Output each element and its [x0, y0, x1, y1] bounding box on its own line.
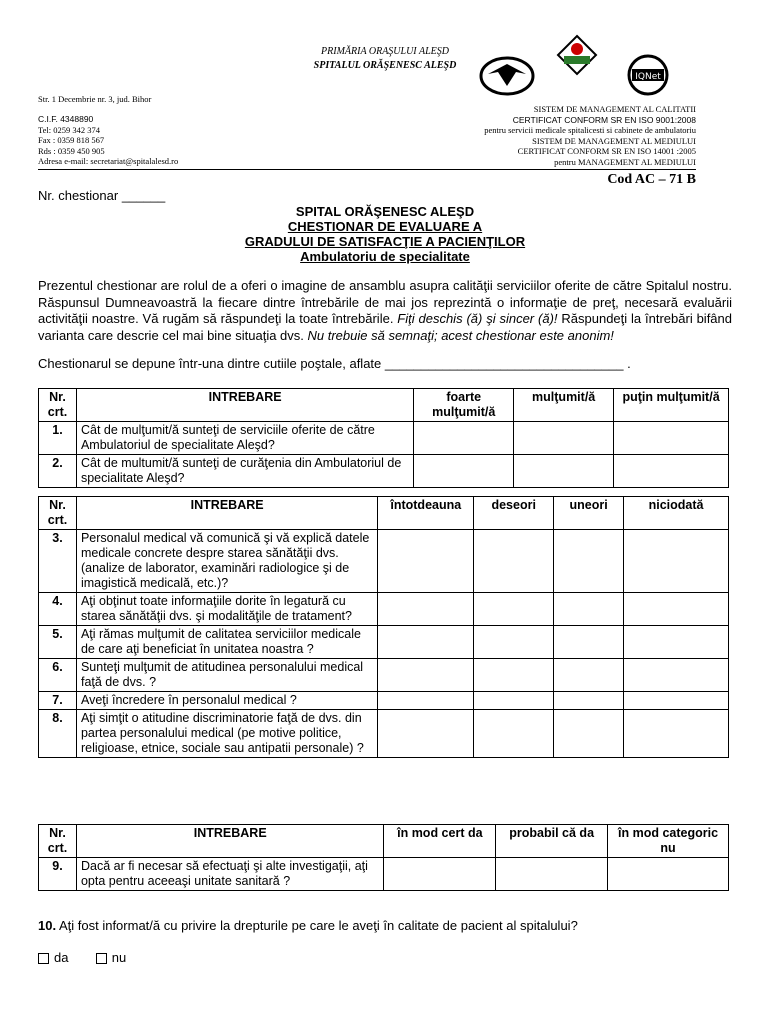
checkbox-da[interactable] [38, 953, 49, 964]
row-nr: 5. [39, 626, 77, 659]
col-sometimes: uneori [554, 497, 624, 530]
table-row [39, 455, 729, 488]
cert-line: CERTIFICAT CONFORM SR EN ISO 9001:2008 [512, 114, 696, 125]
cert-line: pentru MANAGEMENT AL MEDIULUI [554, 156, 696, 167]
header-line2: SPITALUL ORĂŞENESC ALEŞD [313, 60, 457, 71]
option-da-label: da [54, 950, 69, 965]
answer-cell[interactable] [608, 858, 729, 891]
answer-cell[interactable] [414, 422, 514, 455]
answer-cell[interactable] [624, 593, 729, 626]
row-question: Aţi simţit o atitudine discriminatorie faţă de dvs. din partea personalului medical (pe motive politice, religioase, etnice, sociale sau antipatii personale) ? [76, 710, 377, 758]
row-nr: 4. [39, 593, 77, 626]
answer-cell[interactable] [474, 626, 554, 659]
title-hospital: SPITAL ORĂŞENESC ALEŞD [295, 204, 475, 219]
answer-cell[interactable] [624, 692, 729, 710]
contact-block [38, 114, 178, 167]
col-certainly-no: în mod categoric nu [608, 825, 729, 858]
hospital-address: Str. 1 Decembrie nr. 3, jud. Bihor [38, 94, 152, 104]
intro-text: Prezentul chestionar are rolul de a oferi o imagine de ansamblu asupra calităţii serviciilor oferite de către Spitalul nostru. Răspunsul Dumneavoastră la fiecare dintre întrebările de mai jos reprezintă o informaţie de preţ, necesară evaluării activităţii noastre. Vă rugăm să răspundeţi la toate întrebările. [38, 278, 732, 326]
answer-cell[interactable] [474, 659, 554, 692]
rds: Rds : 0359 450 905 [38, 145, 105, 156]
intro-text-cont: Răspundeţi la întrebări bifând varianta care descrie cel mai bine situaţia dvs. [38, 311, 732, 343]
intro-italic-anonymous: Nu trebuie să semnaţi; acest chestionar este anonim! [307, 327, 614, 343]
row-question: Aţi rămas mulţumit de calitatea serviciilor medicale de care aţi beneficiat în unitatea noastra ? [76, 626, 377, 659]
cert-line: SISTEM DE MANAGEMENT AL CALITATII [533, 104, 696, 114]
row-nr: 3. [39, 530, 77, 593]
intro-italic: Fiţi deschis (ă) şi sincer (ă)! [397, 311, 558, 326]
header-rule [38, 169, 696, 170]
option-nu-label: nu [111, 950, 127, 965]
intro-mailbox: Chestionarul se depune într-una dintre cutiile poştale, aflate _________________________________ . [38, 356, 631, 371]
row-nr: 6. [39, 659, 77, 692]
row-question: Personalul medical vă comunică şi vă explică datele medicale concrete despre starea sănătăţii dvs. (analize de laborator, examinări radiologice şi de imagistică medicală, etc.)? [76, 530, 377, 593]
cert-line: SISTEM DE MANAGEMENT AL MEDIULUI [532, 135, 696, 146]
question-10 [38, 918, 578, 933]
table-row [39, 530, 729, 593]
col-never: niciodată [624, 497, 729, 530]
col-question: INTREBARE [76, 497, 377, 530]
answer-cell[interactable] [378, 626, 474, 659]
title-questionnaire: CHESTIONAR DE EVALUARE A [287, 219, 483, 234]
col-satisfied: mulţumit/ă [514, 389, 614, 422]
row-question: Cât de mulţumit/ă sunteţi de serviciile oferite de către Ambulatoriul de specialitate Aleşd? [76, 422, 413, 455]
cif: C.I.F. 4348890 [38, 114, 94, 124]
col-question: INTREBARE [76, 825, 383, 858]
hospital-eagle-logo [478, 56, 536, 96]
table-frequency [38, 496, 729, 758]
table-row [39, 692, 729, 710]
cert-line: pentru servicii medicale spitalicesti si cabinete de ambulatoriu [484, 125, 696, 135]
answer-cell[interactable] [378, 710, 474, 758]
answer-cell[interactable] [554, 593, 624, 626]
row-question: Cât de multumit/ă sunteţi de curăţenia din Ambulatoriul de specialitate Aleşd? [76, 455, 413, 488]
answer-cell[interactable] [384, 858, 496, 891]
answer-cell[interactable] [514, 455, 614, 488]
answer-cell[interactable] [624, 659, 729, 692]
answer-cell[interactable] [514, 422, 614, 455]
table-satisfaction [38, 388, 729, 488]
row-nr: 1. [39, 422, 77, 455]
answer-cell[interactable] [554, 659, 624, 692]
col-little-satisfied: puţin mulţumit/ă [614, 389, 729, 422]
table-row [39, 659, 729, 692]
cert-line: CERTIFICAT CONFORM SR EN ISO 14001 :2005 [517, 146, 696, 156]
col-probably-yes: probabil că da [496, 825, 608, 858]
certifications [484, 104, 696, 167]
answer-cell[interactable] [378, 593, 474, 626]
answer-cell[interactable] [614, 455, 729, 488]
title-ambulatory: Ambulatoriu de specialitate [300, 249, 470, 264]
phone: Tel: 0259 342 374 [38, 124, 100, 135]
header-line1: PRIMĂRIA ORAŞULUI ALEŞD [321, 46, 449, 57]
question-10-nr: 10. [38, 918, 57, 933]
iqnet-logo-text: IQNet [635, 72, 661, 82]
table-row [39, 593, 729, 626]
fax: Fax : 0359 818 567 [38, 135, 105, 145]
table-row [39, 422, 729, 455]
col-nr: Nr. crt. [39, 389, 77, 422]
row-nr: 9. [39, 858, 77, 891]
answer-cell[interactable] [414, 455, 514, 488]
col-nr: Nr. crt. [39, 825, 77, 858]
col-often: deseori [474, 497, 554, 530]
answer-cell[interactable] [624, 626, 729, 659]
email: Adresa e-mail: secretariat@spitalalesd.ro [38, 156, 179, 166]
row-question: Dacă ar fi necesar să efectuaţi şi alte investigaţii, aţi opta pentru aceeaşi unitate sanitară ? [76, 858, 383, 891]
col-very-satisfied: foarte mulţumit/ă [414, 389, 514, 422]
col-question: INTREBARE [76, 389, 413, 422]
row-question: Aţi obţinut toate informaţiile dorite în legatură cu starea sănătăţii dvs. şi modalităţile de tratament? [76, 593, 377, 626]
answer-cell[interactable] [474, 710, 554, 758]
answer-cell[interactable] [554, 626, 624, 659]
answer-cell[interactable] [474, 692, 554, 710]
quality-cert-logo [556, 34, 598, 76]
row-question: Sunteţi mulţumit de atitudinea personalului medical faţă de dvs. ? [76, 659, 377, 692]
intro-paragraph [38, 278, 732, 344]
row-question: Aveţi încredere în personalul medical ? [76, 692, 377, 710]
table-choice [38, 824, 729, 891]
checkbox-nu[interactable] [96, 953, 107, 964]
col-always: întotdeauna [378, 497, 474, 530]
iqnet-logo [624, 54, 672, 96]
nr-chestionar: Nr. chestionar ______ [38, 188, 166, 203]
answer-cell[interactable] [496, 858, 608, 891]
col-certainly-yes: în mod cert da [384, 825, 496, 858]
title-satisfaction: GRADULUI DE SATISFACŢIE A PACIENŢILOR [244, 234, 526, 249]
row-nr: 8. [39, 710, 77, 758]
answer-cell[interactable] [474, 593, 554, 626]
question-10-text: Aţi fost informat/ă cu privire la drepturile pe care le aveţi în calitate de pacient al spitalului? [56, 918, 578, 933]
table-row [39, 710, 729, 758]
question-10-options [38, 950, 126, 965]
form-code: Cod AC – 71 B [607, 172, 696, 187]
table-row [39, 626, 729, 659]
answer-cell[interactable] [554, 710, 624, 758]
answer-cell[interactable] [378, 692, 474, 710]
row-nr: 7. [39, 692, 77, 710]
answer-cell[interactable] [624, 530, 729, 593]
row-nr: 2. [39, 455, 77, 488]
col-nr: Nr. crt. [39, 497, 77, 530]
answer-cell[interactable] [378, 530, 474, 593]
table-row [39, 858, 729, 891]
answer-cell[interactable] [378, 659, 474, 692]
answer-cell[interactable] [624, 710, 729, 758]
answer-cell[interactable] [554, 692, 624, 710]
answer-cell[interactable] [474, 530, 554, 593]
answer-cell[interactable] [554, 530, 624, 593]
answer-cell[interactable] [614, 422, 729, 455]
